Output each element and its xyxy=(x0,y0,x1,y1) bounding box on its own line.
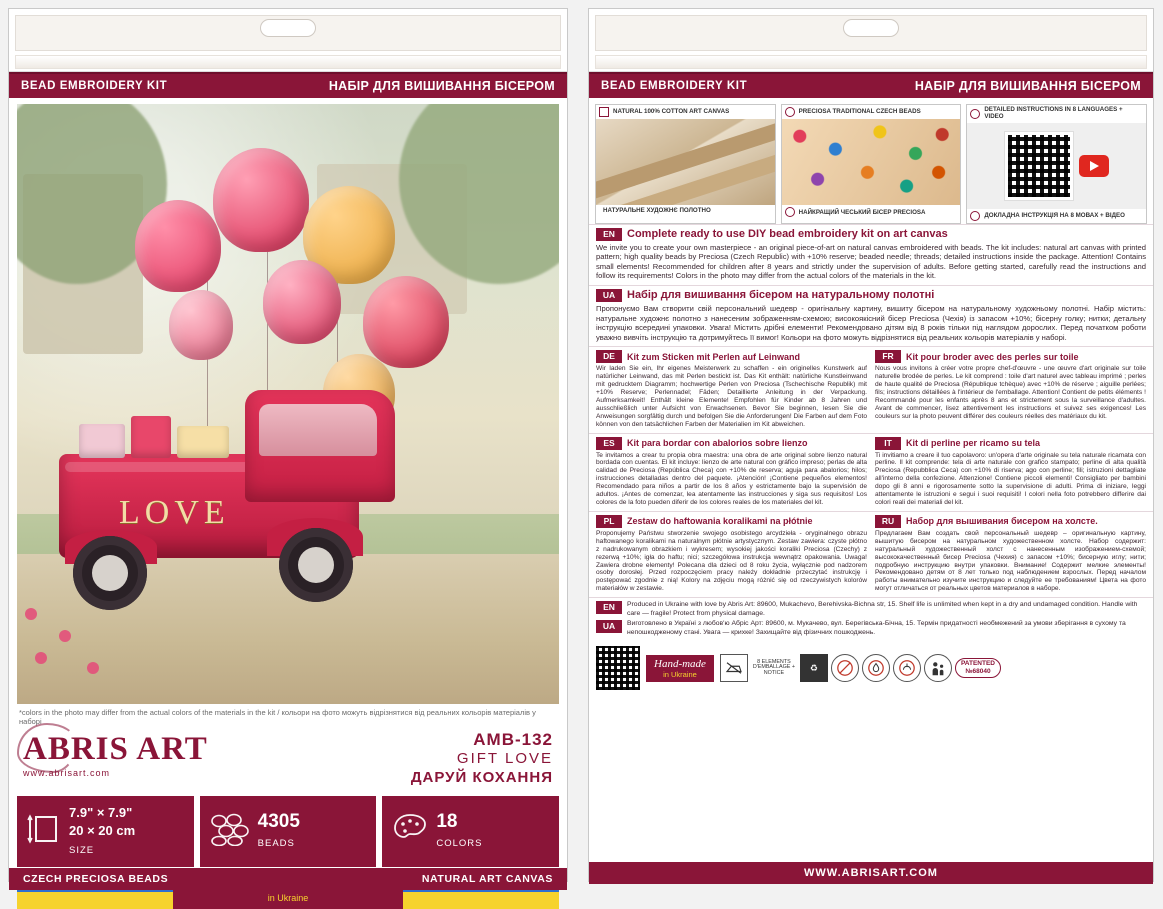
front-footer xyxy=(9,868,567,890)
lang-body-de: Wir laden Sie ein, Ihr eigenes Meisterwerk zu schaffen - ein originelles Kunstwerk auf natürlicher Leinwand, das mit Perlen bestickt ist. Das Kit enthält: natürliche Kunstleinwand mit gedrucktem Diagramm; hochwertige Perlen von Preciosa (Tschechische Republik) mit +10% Reserve; Perlennadel; Fäden; Detaillierte Anleitung in der Verpackung. Aufmerksamkeit! Enthält kleine Elemente! Empfohlen für Kinder ab 8 Jahren und ausschließlich unter Aufsicht von Erwachsenen. Bevor Sie beginnen, lesen Sie die Anweisungen sorgfältig durch und befolgen Sie die Anforderungen! Die Farben auf dem Foto können von den tatsächlichen Farben der Materialien im Kit abweichen. xyxy=(596,365,867,428)
spec-size-label: SIZE xyxy=(69,845,95,857)
feature-canvas-caption-en xyxy=(596,105,775,119)
feature-beads-image xyxy=(782,119,961,205)
rose-blossom xyxy=(25,608,37,620)
lang-title-fr: Kit pour broder avec des perles sur toile xyxy=(906,351,1079,362)
spec-beads-label: BEADS xyxy=(257,837,295,849)
lang-body-en: We invite you to create your own masterpiece - an original piece-of-art on natural canvas embroidered with beads. The kit includes: natural art canvas with printed pattern; high quality beads by Preciosa (Czech Republic) with +10% reserve; beaded needle; threads; detailed instructions inside the package. Attention! Contains small elements! Recommended for children after 8 years and strictly under the supervision of adults. Before getting started, carefully read the instructions and follow its requirements! Colors in the photo may differ from the actual colors of the materials in the kit. xyxy=(596,242,1146,281)
circle-bullet-icon xyxy=(785,207,795,217)
handmade-label: Hand-made xyxy=(654,657,706,670)
front-footer-right: NATURAL ART CANVAS xyxy=(421,873,553,885)
lang-title-pl: Zestaw do haftowania koralikami na płótnie xyxy=(627,516,813,527)
spec-size-cm: 20 × 20 cm xyxy=(69,822,136,838)
lang-badge-fr: FR xyxy=(875,350,901,363)
language-block-fr xyxy=(875,350,1146,428)
size-icon xyxy=(27,812,61,851)
lang-badge-es: ES xyxy=(596,437,622,450)
circle-bullet-icon xyxy=(970,211,980,221)
back-title-en: BEAD EMBROIDERY KIT xyxy=(601,80,748,92)
language-block-it xyxy=(875,437,1146,507)
back-titlebar xyxy=(589,72,1153,98)
packaging-note: 8 ELEMENTS D'EMBALLAGE + NOTICE xyxy=(752,658,796,676)
no-fire-icon xyxy=(862,654,890,682)
front-titlebar xyxy=(9,72,567,98)
lang-title-it: Kit di perline per ricamo su tela xyxy=(906,438,1041,449)
youtube-play-icon[interactable] xyxy=(1079,155,1109,177)
feature-beads xyxy=(781,104,962,224)
truck-wheel-front xyxy=(279,528,353,602)
lang-badge-de: DE xyxy=(596,350,622,363)
brand-url: www.abrisart.com xyxy=(23,767,111,778)
red-truck xyxy=(39,368,489,618)
hang-hole xyxy=(843,19,899,37)
in-ukraine-label: in Ukraine xyxy=(663,669,697,679)
brand-name: ABRIS ART xyxy=(23,730,208,767)
language-block-pl-ru xyxy=(589,511,1153,597)
brand-logo xyxy=(23,729,208,778)
truck-cab xyxy=(245,390,395,502)
handmade-plate-back xyxy=(646,655,714,682)
feature-row xyxy=(589,98,1153,224)
produced-text-ua: Виготовлено в Україні з любов'ю Абріс Арт: 89600, м. Мукачево, вул. Берегівська-Бічна, 15. Термін придатності необмежений за умови зберігання в сухому та непошкодженому стані. Увага — крихке! Захищайте від фізичних пошкоджень. xyxy=(627,620,1126,636)
package-front xyxy=(8,8,568,903)
brand-row xyxy=(9,727,567,788)
balloon-pink xyxy=(135,200,221,292)
seal-seam xyxy=(595,55,1147,69)
feature-instructions-caption-ua-text: ДОКЛАДНА ІНСТРУКЦІЯ НА 8 МОВАХ + ВІДЕО xyxy=(984,212,1125,220)
balloon-heart-pink xyxy=(213,148,309,252)
language-block-es-it xyxy=(589,433,1153,511)
language-head-en xyxy=(596,228,1146,241)
spec-boxes xyxy=(17,796,559,867)
gift-box xyxy=(79,424,125,458)
photo-disclaimer: *colors in the photo may differ from the actual colors of the materials in the kit / кольори на фото можуть відрізнятися від реальних кольорів матеріалів у наборі xyxy=(19,708,536,727)
feature-beads-caption-ua-text: НАЙКРАЩИЙ ЧЕСЬКИЙ БІСЕР PRECIOSA xyxy=(798,208,926,216)
lang-badge-pl: PL xyxy=(596,515,622,528)
lang-body-es: Te invitamos a crear tu propia obra maestra: una obra de arte original sobre lienzo natural bordada con cuentas. El kit incluye: lienzo de arte natural con gráfico impreso; perlas de alta calidad de Preciosa (República Checa) con +10% de reserva; aguja para abalorios; hilos; instrucciones detalladas dentro del paquete. ¡Atención! ¡Contiene pequeños elementos! Recomendado para niños a partir de los 8 años y estrictamente bajo la supervisión de adultos. ¡Antes de comenzar, lea atentamente las instrucciones y siga sus requisitos! Los colores de la foto pueden diferir de los colores reales de los materiales del kit. xyxy=(596,451,867,506)
rose-blossom xyxy=(87,662,99,674)
lang-body-fr: Nous vous invitons à créer votre propre chef-d'œuvre - une œuvre d'art originale sur toile naturelle brodée de perles. Le kit comprend : toile d'art naturel avec tableau imprimé ; perles de haute qualité de Preciosa (République tchèque) avec +10% de réserve ; aiguille perlées; fils; instructions détaillées à l'intérieur de l'emballage. Attention! Contient de petits éléments ! Recommandé pour les enfants après 8 ans et strictement sous la surveillance d'adultes. Avant de commencer, lisez attentivement les instructions et suivez ses exigences! Les couleurs sur la photo peuvent différer des couleurs réelles des matériaux du kit. xyxy=(875,365,1146,420)
gift-box xyxy=(177,426,229,458)
lang-title-ru: Набор для вышивания бисером на холсте. xyxy=(906,516,1098,527)
lang-title-en: Complete ready to use DIY bead embroidery kit on art canvas xyxy=(627,228,948,241)
produced-row-en xyxy=(596,601,1146,618)
produced-block xyxy=(589,597,1153,642)
language-block-pl xyxy=(596,515,867,593)
spec-beads xyxy=(200,796,377,867)
language-block-ru xyxy=(875,515,1146,593)
language-block-en xyxy=(589,224,1153,285)
love-lettering: LOVE xyxy=(119,494,230,531)
produced-badge-ua: UA xyxy=(596,620,622,633)
spec-size-text xyxy=(69,804,135,859)
lang-badge-ua: UA xyxy=(596,289,622,302)
front-title-ua: НАБІР ДЛЯ ВИШИВАННЯ БІСЕРОМ xyxy=(328,79,555,93)
no-children-icon xyxy=(831,654,859,682)
produced-row-ua xyxy=(596,620,1146,637)
front-footer-left: CZECH PRECIOSA BEADS xyxy=(23,873,169,885)
spec-colors-label: COLORS xyxy=(436,837,483,849)
lang-body-ua: Пропонуємо Вам створити свій персональний шедевр - оригінальну картину, вишиту бісером на натуральному художньому полотні. Набір містить: натуральне художнє полотно з нанесеним зображенням-схемою; високоякісний бісер Preciosa (Чехія) із запасом +10%; бісерну голку; нитки; детальну інструкцію всередині упаковки. Увага! Містить дрібні елементи! Рекомендовано дітям від 8 років тільки під наглядом дорослих. Перед початком роботи уважно вивчіть інструкцію та дотримуйтесь її вимог! Кольори на фото можуть відрізнятися від реальних кольорів матеріалів у наборі. xyxy=(596,303,1146,342)
back-body xyxy=(589,98,1153,884)
language-head-ua xyxy=(596,289,1146,302)
language-block-ua xyxy=(589,285,1153,346)
wheel-hub xyxy=(298,547,334,583)
lang-body-it: Ti invitiamo a creare il tuo capolavoro: un'opera d'arte originale su tela naturale ricamata con perline. Il kit comprende: tela di arte naturale con grafico stampato; perline di alta qualità Preciosa (Repubblica Ceca) con +10% di riserva; ago con perline; fili; istruzioni dettagliate all'interno della confezione. Attenzione! Contiene piccoli elementi! Consigliato per bambini dopo gli 8 anni e rigorosamente sotto la supervisione di adulti. Prima di iniziare, leggi attentamente le istruzioni e segui i suoi requisiti! I colori nella foto potrebbero differire dai colori reali dei materiali del kit. xyxy=(875,451,1146,506)
feature-instructions-caption-ua xyxy=(967,209,1146,223)
feature-canvas xyxy=(595,104,776,224)
feature-instructions-caption-en xyxy=(967,105,1146,123)
feature-canvas-caption-en-text: NATURAL 100% COTTON ART CANVAS xyxy=(613,107,730,115)
patent-label: PATENTED xyxy=(960,660,996,668)
feature-beads-caption-en-text: PRECIOSA TRADITIONAL CZECH BEADS xyxy=(798,107,921,115)
logo-swirl-icon xyxy=(17,723,77,773)
feature-instructions[interactable] xyxy=(966,104,1147,224)
feature-instructions-caption-en-text: DETAILED INSTRUCTIONS IN 8 LANGUAGES + VIDEO xyxy=(984,106,1123,120)
recycle-bin-icon: ♻ xyxy=(800,654,828,682)
back-footer xyxy=(589,862,1153,884)
back-footer-url: WWW.ABRISART.COM xyxy=(804,867,938,879)
spec-colors xyxy=(382,796,559,867)
rose-blossom xyxy=(35,652,47,664)
circle-bullet-icon xyxy=(785,107,795,117)
patent-badge xyxy=(955,658,1001,678)
care-icons xyxy=(720,654,1001,682)
rose-blossom xyxy=(59,630,71,642)
beads-icon xyxy=(210,812,250,851)
produced-text-en: Produced in Ukraine with love by Abris Art: 89600, Mukachevo, Berehivska-Bichna str, 15. Shelf life is unlimited when kept in a dry and undamaged condition. Handle with care — fragile! Protect from physical damage. xyxy=(627,601,1138,617)
qr-code-icon[interactable] xyxy=(1005,132,1073,200)
feature-beads-caption-ua xyxy=(782,205,961,219)
feature-instructions-image[interactable] xyxy=(967,123,1146,209)
language-block-de-fr xyxy=(589,346,1153,432)
lang-badge-it: IT xyxy=(875,437,901,450)
spec-colors-count: 18 xyxy=(436,810,458,832)
spec-beads-text xyxy=(258,811,300,851)
lang-title-es: Kit para bordar con abalorios sobre lienzo xyxy=(627,438,808,449)
lang-body-ru: Предлагаем Вам создать свой персональный шедевр – оригинальную картину, вышитую бисером на натуральном художественном холсте. Набор содержит: натуральный художественный холст с нанесенным изображением-схемой; высококачественный бисер Preciosa (Чехия) с запасом +10%; бисерную иглу; нити; подробную инструкцию внутри упаковки. Внимание! Содержит мелкие элементы! Рекомендовано детям от 8 лет только под наблюдением взрослых. Перед началом работы внимательно изучите инструкцию и следуйте ее требованиям! Цвета на фото могут отличаться от реальных цветов материалов в наборе. xyxy=(875,529,1146,593)
lang-body-pl: Proponujemy Państwu stworzenie swojego osobistego arcydzieła - oryginalnego obrazu haftowanego koralikami na naturalnym płótnie artystycznym. Zestaw zawiera: czyste płótno z nadrukowanym obrazkiem i wykresem; wysokiej jakości koraliki Preciosa (Czechy) z rezerwą +10%; igła do haftu; nici; szczegółowa instrukcja wewnątrz opakowania. Uwaga! Zawiera drobne elementy! Polecana dla dzieci od 8 roku życia, wyłącznie pod nadzorem osoby dorosłej. Przed rozpoczęciem pracy należy dokładnie przeczytać instrukcję i postępować zgodnie z nią! Kolory na zdjęciu mogą różnić się od rzeczywistych kolorów materiałów w zestawie. xyxy=(596,529,867,593)
lang-title-de: Kit zum Sticken mit Perlen auf Leinwand xyxy=(627,351,801,362)
artwork-photo xyxy=(17,104,559,704)
package-back xyxy=(588,8,1154,882)
balloon-pink-small xyxy=(263,260,341,344)
feature-canvas-image xyxy=(596,119,775,205)
lang-badge-en: EN xyxy=(596,228,622,241)
hang-hole xyxy=(260,19,316,37)
icon-strip xyxy=(589,642,1153,690)
feature-beads-caption-en xyxy=(782,105,961,119)
hang-header-back xyxy=(589,9,1153,72)
adult-supervision-icon xyxy=(924,654,952,682)
spec-size xyxy=(17,796,194,867)
keep-dry-icon xyxy=(893,654,921,682)
kit-code: AMB-132 xyxy=(473,729,553,749)
balloon-light-pink xyxy=(169,290,233,360)
in-ukraine-label: in Ukraine xyxy=(267,892,309,903)
kit-name-ua: ДАРУЙ КОХАННЯ xyxy=(410,768,553,786)
language-block-es xyxy=(596,437,867,507)
circle-bullet-icon xyxy=(970,109,980,119)
balloon-red xyxy=(363,276,449,368)
truck-wheel-rear xyxy=(73,536,147,610)
feature-canvas-caption-ua-text: НАТУРАЛЬНЕ ХУДОЖНЄ ПОЛОТНО xyxy=(603,207,711,214)
hang-header xyxy=(9,9,567,72)
kit-identity xyxy=(411,729,553,788)
back-title-ua: НАБІР ДЛЯ ВИШИВАННЯ БІСЕРОМ xyxy=(914,79,1141,93)
truck-window xyxy=(259,404,377,456)
language-block-de xyxy=(596,350,867,428)
seal-seam xyxy=(15,55,561,69)
patent-number: №68040 xyxy=(965,668,991,676)
spec-size-inches: 7.9" × 7.9" xyxy=(69,804,133,820)
front-body xyxy=(9,104,567,903)
feature-canvas-caption-ua xyxy=(596,205,775,216)
wheel-hub xyxy=(92,555,128,591)
qr-code-icon[interactable] xyxy=(596,646,640,690)
square-bullet-icon xyxy=(599,107,609,117)
lang-badge-ru: RU xyxy=(875,515,901,528)
lang-title-ua: Набір для вишивання бісером на натуральному полотні xyxy=(627,289,935,302)
produced-badge-en: EN xyxy=(596,601,622,614)
gift-box xyxy=(131,416,171,458)
no-iron-icon xyxy=(720,654,748,682)
kit-name-en: GIFT LOVE xyxy=(456,750,553,767)
palette-icon xyxy=(392,812,428,851)
spec-colors-text xyxy=(436,811,482,851)
spec-beads-count: 4305 xyxy=(257,810,300,832)
front-title-en: BEAD EMBROIDERY KIT xyxy=(21,80,168,92)
